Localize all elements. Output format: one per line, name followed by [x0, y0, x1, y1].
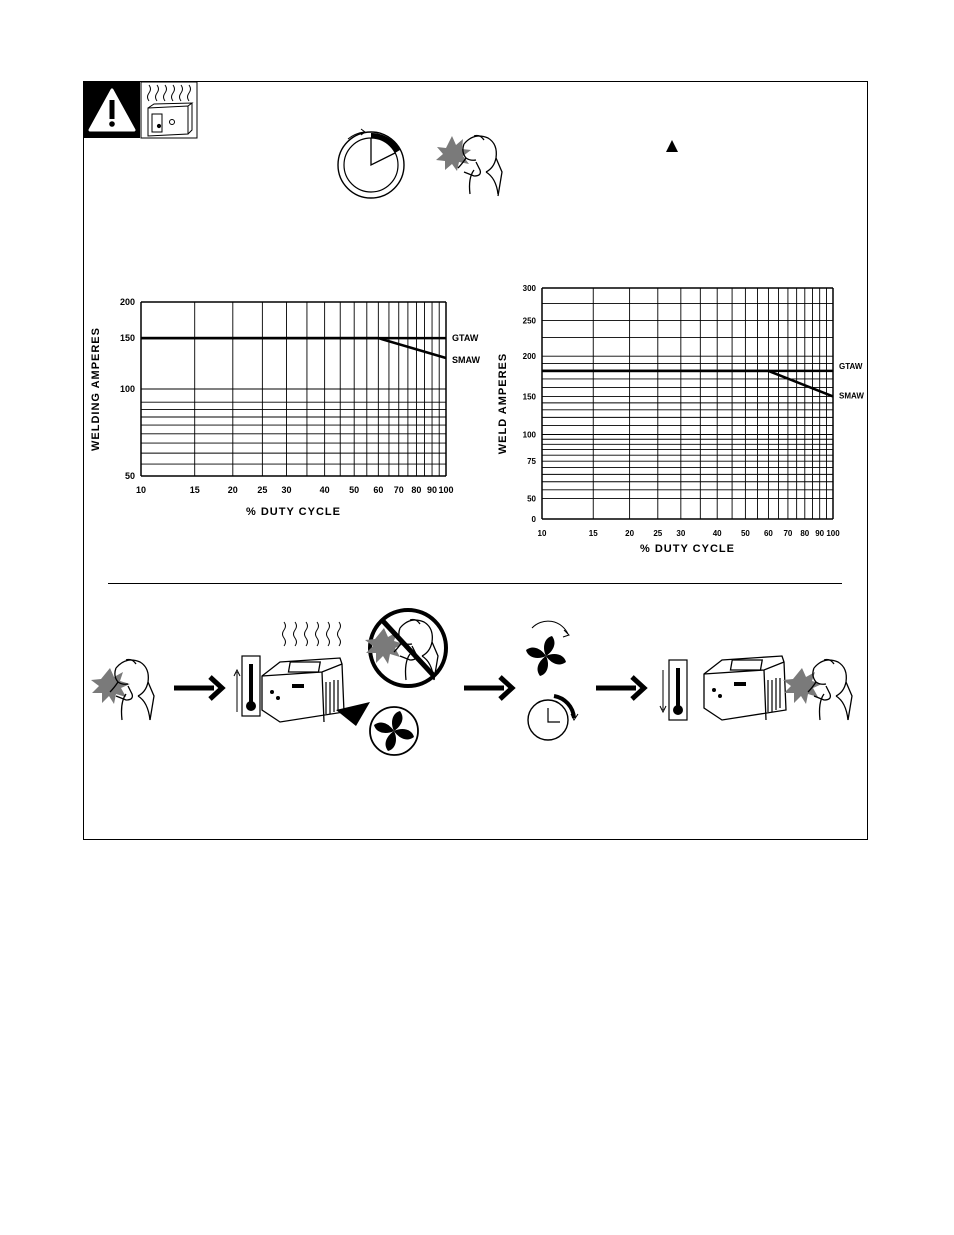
x-tick-label: 10 — [537, 529, 547, 538]
x-tick-label: 30 — [281, 485, 292, 495]
timer-icon — [528, 696, 578, 740]
y-tick-label: 200 — [522, 352, 536, 362]
x-tick-label: 25 — [653, 529, 663, 538]
x-tick-label: 60 — [763, 529, 773, 538]
x-tick-label: 80 — [800, 529, 810, 538]
welder-icon — [91, 660, 154, 721]
y-tick-label: 200 — [119, 297, 135, 307]
fan-icon — [370, 707, 418, 755]
y-tick-label: 250 — [522, 316, 536, 326]
y-axis-label: WELDING AMPERES — [90, 327, 102, 451]
chart-weld-amperes — [490, 278, 867, 568]
x-tick-label: 90 — [815, 529, 825, 538]
x-tick-label: 10 — [135, 485, 147, 495]
x-tick-label: 60 — [373, 485, 384, 495]
right-arrow-icon — [464, 677, 512, 699]
no-welding-icon — [365, 610, 446, 686]
black-triangle-marker — [664, 139, 680, 153]
x-tick-label: 50 — [349, 485, 360, 495]
y-tick-label: 300 — [522, 284, 536, 293]
thermometer-falling-icon — [660, 660, 687, 720]
y-tick-label: 0 — [531, 515, 536, 524]
hot-unit-icon — [141, 82, 197, 138]
x-tick-label: 15 — [588, 529, 598, 538]
x-tick-label: 50 — [740, 529, 750, 538]
y-tick-label: 100 — [119, 384, 135, 394]
x-tick-label: 40 — [712, 529, 722, 538]
overheated-unit-icon — [262, 622, 370, 726]
series-label-smaw: SMAW — [839, 391, 864, 401]
thermometer-rising-icon — [234, 656, 260, 716]
section-divider — [108, 583, 842, 584]
x-tick-label: 70 — [393, 485, 404, 495]
cooled-unit-icon — [704, 656, 786, 720]
chart-welding-amperes — [84, 290, 484, 530]
x-tick-label: 90 — [427, 485, 438, 495]
right-arrow-icon — [174, 677, 222, 699]
welder-icon — [430, 128, 506, 200]
series-line-smaw — [141, 338, 446, 358]
x-axis-label: % DUTY CYCLE — [246, 506, 341, 518]
series-label-smaw: SMAW — [452, 355, 480, 366]
y-tick-label: 50 — [124, 471, 135, 481]
x-tick-label: 100 — [826, 529, 840, 538]
series-label-gtaw: GTAW — [452, 333, 479, 344]
x-tick-label: 40 — [319, 485, 330, 495]
x-tick-label: 15 — [189, 485, 200, 495]
x-tick-label: 100 — [438, 485, 454, 495]
x-tick-label: 70 — [783, 529, 793, 538]
series-label-gtaw: GTAW — [839, 361, 863, 371]
header-icons — [84, 82, 198, 140]
cooling-sequence — [84, 600, 867, 765]
y-axis-label: WELD AMPERES — [497, 352, 509, 455]
y-tick-label: 150 — [522, 392, 536, 402]
x-tick-label: 25 — [257, 485, 268, 495]
x-tick-label: 30 — [676, 529, 686, 538]
y-tick-label: 75 — [527, 457, 536, 467]
x-tick-label: 80 — [411, 485, 422, 495]
x-axis-label: % DUTY CYCLE — [640, 543, 735, 555]
x-tick-label: 20 — [625, 529, 635, 538]
y-tick-label: 50 — [527, 494, 536, 504]
duty-cycle-clock-icon — [334, 128, 410, 200]
fan-icon — [526, 621, 569, 676]
y-tick-label: 100 — [522, 430, 536, 440]
x-tick-label: 20 — [227, 485, 238, 495]
right-arrow-icon — [596, 677, 644, 699]
y-tick-label: 150 — [119, 333, 135, 344]
series-line-smaw — [542, 371, 833, 397]
welder-icon — [783, 660, 852, 721]
